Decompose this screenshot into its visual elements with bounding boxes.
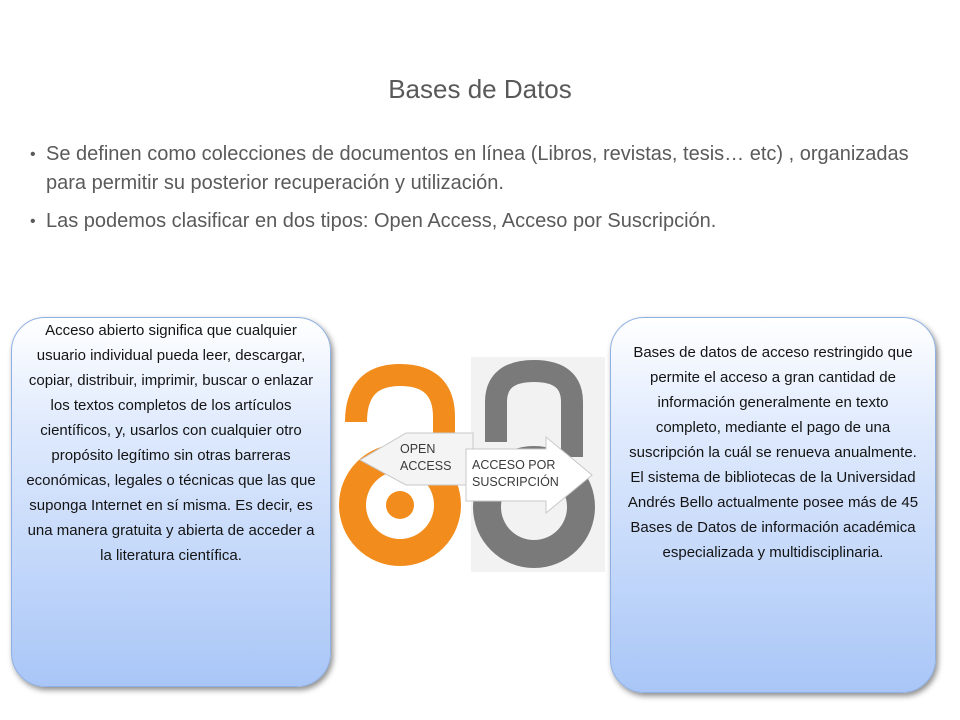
bullet-icon: • [30,146,36,163]
bullet-text: Se definen como colecciones de documentos en línea (Libros, revistas, tesis… etc) , organizadas para permitir su posterior recuperación y utilización. [46,143,909,194]
bullet-text: Las podemos clasificar en dos tipos: Open Access, Acceso por Suscripción. [46,210,717,232]
subscription-label-line2: SUSCRIPCIÓN [472,475,559,489]
bullet-item-types [30,207,950,236]
open-access-description-text: Acceso abierto significa que cualquier usuario individual pueda leer, descargar, copiar, distribuir, imprimir, buscar o enlazar los textos completos de los artículos científicos, y, usarlos con cualquier otro propósito legítimo sin otras barreras económicas, legales o técnicas que las que suponga Internet en sí misma. Es decir, es una manera gratuita y abierta de acceder a la literatura científica. [26,322,316,564]
bullet-icon: • [30,213,36,230]
subscription-label-line1: ACCESO POR [472,458,556,472]
slide-title: Bases de Datos [388,74,572,104]
bullet-item-definition [30,140,950,198]
open-access-description-box [11,317,331,687]
open-access-logo [338,357,605,572]
subscription-description-text: Bases de datos de acceso restringido que permite el acceso a gran cantidad de información generalmente en texto completo, mediante el pago de una suscripción la cuál se renueva anualmente. El sistema de bibliotecas de la Universidad Andrés Bello actualmente posee más de 45 Bases de Datos de información académica especializada y multidisciplinaria. [627,344,919,561]
open-label-line1: OPEN [400,442,436,456]
bullet-list [30,140,950,245]
access-padlocks-graphic [338,357,605,572]
subscription-description-box [610,317,936,693]
open-label-line2: ACCESS [400,459,452,473]
